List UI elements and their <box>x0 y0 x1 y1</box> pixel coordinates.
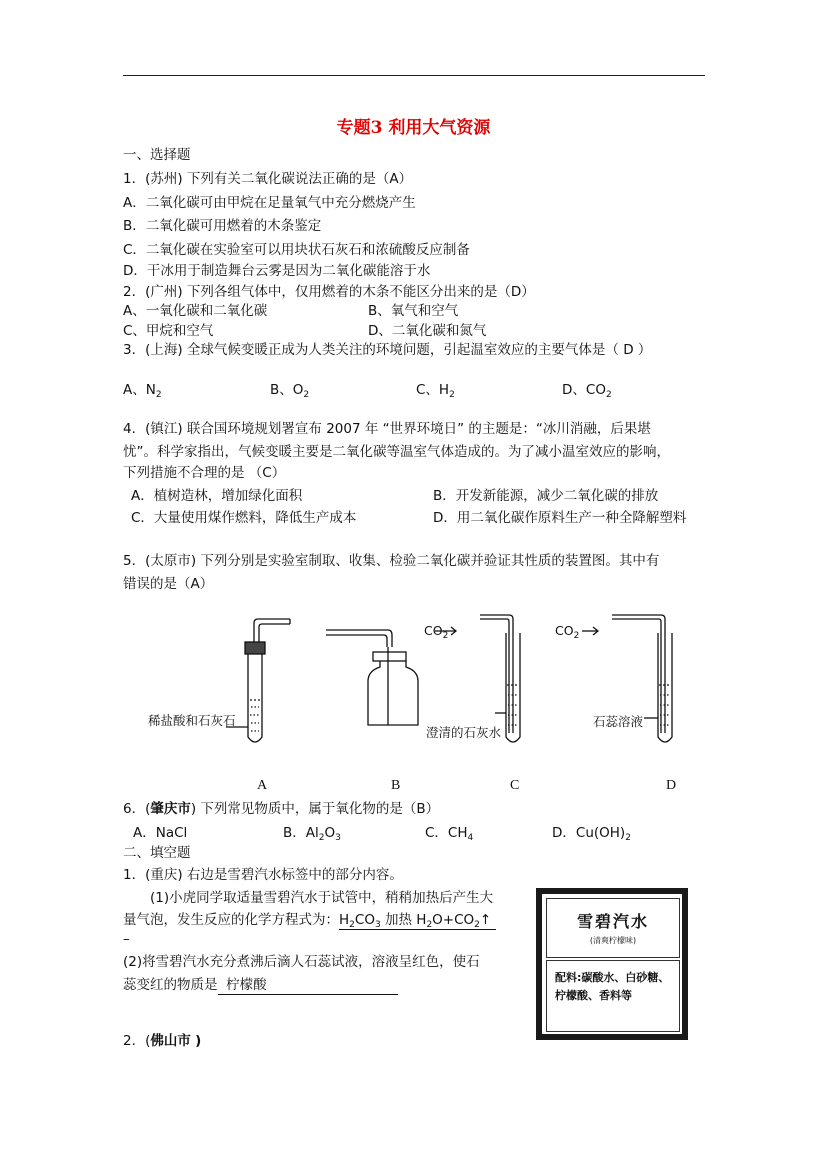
label-dilute-acid-limestone: 稀盐酸和石灰石 <box>148 713 236 728</box>
f1-part2-answer: 柠檬酸 <box>218 976 398 995</box>
section-heading-choice: 一、选择题 <box>123 147 191 163</box>
sprite-label-header <box>546 898 680 958</box>
apparatus-figure <box>130 605 730 795</box>
q2-option-d: D、二氧化碳和氮气 <box>368 323 487 339</box>
q4-stem-line2: 忧”。科学家指出，气候变暖主要是二氧化碳等温室气体造成的。为了减小温室效应的影响， <box>123 444 670 460</box>
f1-part1-line2: 量气泡，发生反应的化学方程式为：$H_2CO_3$ 加热 $H_2O+CO_2↑$ <box>123 911 496 930</box>
q4-stem-line1: 4．(镇江) 联合国环境规划署宣布 2007 年 “世界环境日” 的主题是：“冰川消融，后果堪 <box>123 421 651 437</box>
page-title: 专题3 利用大气资源 <box>336 118 491 138</box>
q2-stem: 2．(广州) 下列各组气体中，仅用燃着的木条不能区分出来的是（D） <box>123 284 535 300</box>
sprite-flavor: (清爽柠檬味) <box>589 936 637 945</box>
f1-stem: 1．(重庆) 右边是雪碧汽水标签中的部分内容。 <box>123 867 403 883</box>
q6-option-d: D．$Cu(OH)_2$ <box>552 825 631 843</box>
q6-option-a: A．NaCl <box>133 825 188 841</box>
q6-option-b: B．$Al_2O_3$ <box>283 825 341 843</box>
q3-option-c: C、$H_2$ <box>416 382 455 400</box>
figure-letter-b: B <box>391 778 401 793</box>
section-heading-fill: 二、填空题 <box>123 845 191 861</box>
sprite-label-image <box>536 888 688 1040</box>
q2-option-b: B、氧气和空气 <box>368 303 459 319</box>
q4-option-c: C．大量使用煤作燃料，降低生产成本 <box>131 510 357 526</box>
header-rule <box>123 75 705 76</box>
f1-part2-line1: (2)将雪碧汽水充分煮沸后滴人石蕊试液，溶液呈红色，使石 <box>123 954 480 970</box>
q6-stem: 6．(肇庆市) 下列常见物质中，属于氧化物的是（B） <box>123 801 440 817</box>
figure-letter-a: A <box>257 778 268 793</box>
q2-option-a: A、一氧化碳和二氧化碳 <box>123 303 268 319</box>
sprite-ingredients-text: 配料:碳酸水、白砂糖、柠檬酸、香料等 <box>555 971 670 1002</box>
q3-option-d: D、$CO_2$ <box>562 382 612 400</box>
q6-option-c: C．$CH_4$ <box>425 825 474 843</box>
label-limewater: 澄清的石灰水 <box>426 725 502 740</box>
q3-option-a: A、$N_2$ <box>123 382 162 400</box>
q1-option-d: D．干冰用于制造舞台云雾是因为二氧化碳能溶于水 <box>123 263 431 279</box>
sprite-product-name: 雪碧汽水 <box>576 912 649 931</box>
q1-option-a: A．二氧化碳可由甲烷在足量氧气中充分燃烧产生 <box>123 195 416 211</box>
label-litmus-solution: 石蕊溶液 <box>593 714 644 729</box>
q5-stem-line2: 错误的是（A） <box>123 576 214 592</box>
q2-option-c: C、甲烷和空气 <box>123 323 214 339</box>
q1-stem: 1．(苏州) 下列有关二氧化碳说法正确的是（A） <box>123 171 413 187</box>
q1-option-b: B．二氧化碳可用燃着的木条鉴定 <box>123 218 322 234</box>
q4-option-b: B．开发新能源，减少二氧化碳的排放 <box>433 488 659 504</box>
sprite-label-ingredients <box>546 960 680 1032</box>
q4-option-d: D．用二氧化碳作原料生产一种全降解塑料 <box>433 510 687 526</box>
figure-letter-d: D <box>666 778 677 793</box>
q4-option-a: A．植树造林，增加绿化面积 <box>131 488 303 504</box>
q5-stem-line1: 5．(太原市) 下列分别是实验室制取、收集、检验二氧化碳并验证其性质的装置图。其中有 <box>123 553 660 569</box>
apparatus-b-bottle <box>326 630 418 725</box>
label-co2-c: $CO_2$ <box>424 623 449 641</box>
apparatus-a-tube <box>226 619 290 742</box>
f1-part1-answer: $H_2CO_3$ 加热 $H_2O+CO_2↑$ <box>339 911 496 930</box>
q3-option-b: B、$O_2$ <box>270 382 310 400</box>
f1-part2-line2: 蕊变红的物质是 柠檬酸 <box>123 976 398 995</box>
q1-option-c: C．二氧化碳在实验室可以用块状石灰石和浓硫酸反应制备 <box>123 242 470 258</box>
q3-stem: 3．(上海) 全球气候变暖正成为人类关注的环境问题，引起温室效应的主要气体是（ D ） <box>123 342 652 358</box>
f2-stem: 2．(佛山市 ) <box>123 1033 202 1049</box>
f1-dash: – <box>123 931 130 947</box>
figure-letter-c: C <box>510 778 520 793</box>
label-co2-d: $CO_2$ <box>555 623 580 641</box>
f1-part1-line1: (1)小虎同学取适量雪碧汽水于试管中，稍稍加热后产生大 <box>150 890 494 906</box>
q4-stem-line3: 下列措施不合理的是 （C） <box>123 465 286 481</box>
